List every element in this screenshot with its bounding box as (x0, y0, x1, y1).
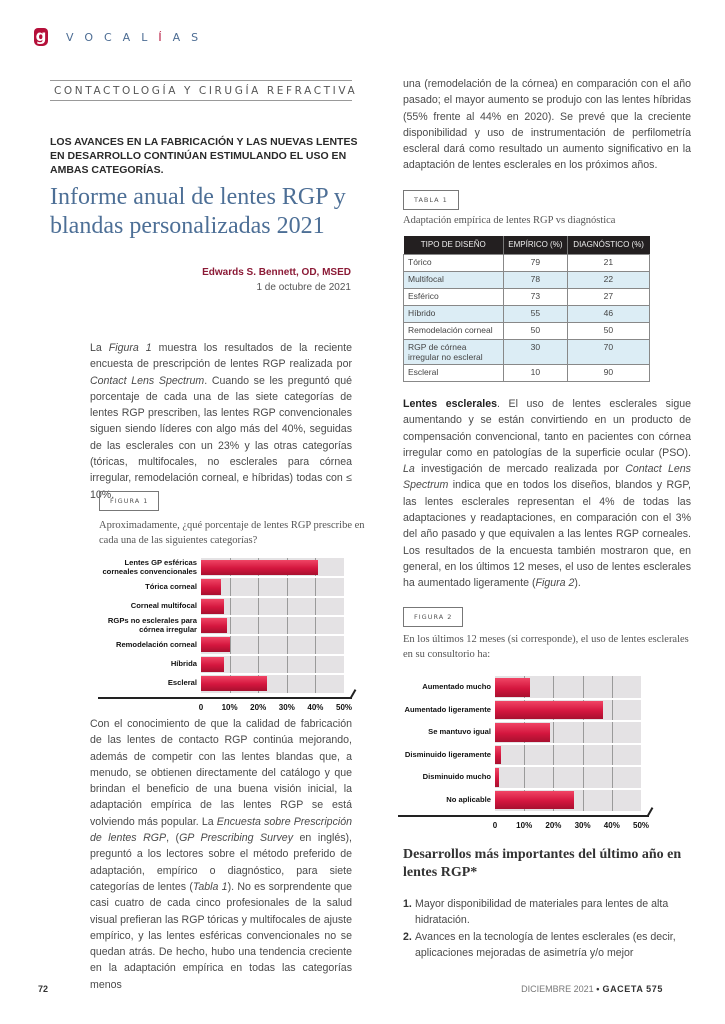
bar-label: Disminuido mucho (422, 772, 491, 781)
table-cell: Híbrido (404, 305, 504, 322)
intro-paragraph: La Figura 1 muestra los resultados de la reciente encuesta de prescripción de lentes RGP realizada por Contact Lens Spectrum. Cuando se les preguntó qué porcentaje de cada una de las siete categorías de lentes RGP prescriben, las lentes RGP convencionales siguen siendo líderes con algo más del 40%, seguidas de las esclerales con un 23% y las otras categorías (tóricas, multifocales, no esclerales para córnea irregular, remodelación corneal, e híbridas) todas con ≤ 10%. (90, 342, 352, 501)
x-tick-label: 0 (198, 703, 204, 713)
bar (495, 746, 501, 765)
table-cell: 55 (504, 305, 568, 322)
table-cell: Esférico (404, 288, 504, 305)
table-cell: 70 (567, 339, 649, 364)
table-row (404, 254, 650, 271)
section-name: VOCALÍAS (66, 30, 210, 44)
bar (495, 768, 499, 787)
sidebar-heading: Desarrollos más importantes del último año en lentes RGP* (403, 847, 682, 880)
table-cell: RGP de córnea irregular no escleral (404, 339, 504, 364)
bar-label: Disminuido ligeramente (404, 749, 491, 759)
article-date: 1 de octubre de 2021 (256, 282, 351, 293)
x-tick-label: 10% (221, 703, 238, 713)
table-cell: 22 (567, 271, 649, 288)
table-cell: Escleral (404, 364, 504, 381)
empirical-fitting-paragraph: Con el conocimiento de que la calidad de fabricación de las lentes de contacto RGP continúa mejorando, además de competir con las lentes blandas que, a menudo, se obtienen directamente del catálogo y que brindan el beneficio de una buena visión inicial, la adaptación empírica de las lentes RGP se está volviendo más popular. La Encuesta sobre Prescripción de lentes RGP, (GP Prescribing Survey en inglés), preguntó a los lectores sobre el método preferido de adaptación, empírico o diagnóstico, para siete categorías de lentes (Tabla 1). No es sorprendente que casi cuatro de cada cinco profesionales de la salud visual prefieran las RGP tóricas y multifocales de ajuste empírico, y las lentes esféricas convencionales no se quedan atrás. De hecho, hubo una tendencia creciente en la adaptación empírica en todas las categorías menos (90, 718, 352, 991)
bar-label: Lentes GP esféricas corneales convencionales (102, 558, 197, 576)
bar (201, 618, 227, 633)
figure-2-caption: En los últimos 12 meses (si corresponde), el uso de lentes esclerales en su consultorio ha: (403, 634, 689, 660)
table-header-cell: TIPO DE DISEÑO (404, 236, 504, 254)
section-header (34, 28, 209, 46)
table-cell: 79 (504, 254, 568, 271)
table-cell: 73 (504, 288, 568, 305)
x-tick-label: 20% (250, 703, 267, 713)
x-tick-label: 50% (335, 703, 353, 713)
bar (495, 701, 603, 720)
bar-label: Aumentado ligeramente (404, 704, 491, 714)
x-tick-label: 20% (545, 821, 562, 830)
bar (201, 560, 318, 575)
bar-label: Escleral (167, 678, 197, 688)
table-header-cell: EMPÍRICO (%) (504, 236, 568, 254)
continuation-paragraph: una (remodelación de la córnea) en comparación con el año pasado; el mayor aumento se produjo con las lentes híbridas (55% frente al 44% en 2020). Se prevé que la creciente disponibilidad y uso de instrumentación de perfilometría escleral dará como resultado un aumento significativo en la adaptación de lentes esclerales en los próximos años. (403, 78, 691, 172)
article-kicker: LOS AVANCES EN LA FABRICACIÓN Y LAS NUEVAS LENTES EN DESARROLLO CONTINÚAN ESTIMULANDO EL USO EN AMBAS CATEGORÍAS. (50, 136, 358, 176)
table-cell: 78 (504, 271, 568, 288)
article-title: Informe anual de lentes RGP y blandas personalizadas 2021 (50, 184, 346, 239)
sidebar-list (403, 896, 693, 961)
table-row (404, 305, 650, 322)
table-cell: 90 (567, 364, 649, 381)
bar-label: Se mantuvo igual (428, 727, 491, 736)
table-cell: Remodelación corneal (404, 322, 504, 339)
bar (495, 678, 530, 697)
x-tick-label: 40% (307, 703, 324, 713)
figure-1-tag: FIGURA 1 (99, 491, 159, 511)
bar-label: Tórica corneal (145, 581, 197, 591)
x-tick-label: 50% (632, 821, 650, 830)
list-item: 2. Avances en la tecnología de lentes esclerales (es decir, aplicaciones mejoradas de asimetría y/o mejor (403, 930, 676, 959)
table-1 (403, 236, 650, 382)
table-cell: 27 (567, 288, 649, 305)
bar (201, 657, 224, 672)
table-row (404, 322, 650, 339)
list-item: 1. Mayor disponibilidad de materiales para lentes de alta hidratación. (403, 898, 669, 927)
plot-area (201, 558, 344, 693)
scleral-lenses-paragraph: Lentes esclerales. El uso de lentes esclerales sigue aumentando y se están convirtiendo en un producto de compensación convencional, tanto en pacientes con córnea irregular como en patologías de la superficie ocular (PSO). La investigación de mercado realizada por Contact Lens Spectrum indica que en todos los diseños, blandos y RGP, las lentes esclerales representan el 4% de todas las adaptaciones y readaptaciones, en comparación con el 3% del año pasado y que equivalen a las lentes RGP corneales. Los resultados de la encuesta también mostraron que, en general, en los últimos 12 meses, el uso de lentes esclerales ha aumentado ligeramente (Figura 2). (403, 398, 691, 590)
table-cell: Multifocal (404, 271, 504, 288)
table-cell: 50 (504, 322, 568, 339)
table-header-cell: DIAGNÓSTICO (%) (567, 236, 649, 254)
bar-label: Corneal multifocal (130, 600, 197, 610)
issue-info: DICIEMBRE 2021 • GACETA 575 (521, 984, 663, 994)
table-cell: 10 (504, 364, 568, 381)
bar (495, 791, 574, 810)
article-author: Edwards S. Bennett, OD, MSED (202, 267, 351, 278)
subsection-title: CONTACTOLOGÍA Y CIRUGÍA REFRACTIVA (50, 80, 352, 101)
bar-label: Remodelación corneal (115, 639, 197, 649)
x-tick-label: 30% (574, 821, 591, 830)
table-cell: 21 (567, 254, 649, 271)
bar-label: Aumentado mucho (422, 682, 491, 691)
magazine-logo: g (35, 27, 47, 45)
x-tick-label: 40% (603, 821, 620, 830)
x-tick-label: 30% (278, 703, 295, 713)
table-cell: Tórico (404, 254, 504, 271)
bar-label: RGPs no esclerales para córnea irregular (107, 616, 197, 634)
table-cell: 50 (567, 322, 649, 339)
table-1-caption: Adaptación empírica de lentes RGP vs diagnóstica (403, 215, 616, 226)
bar-label: Híbrida (170, 658, 197, 668)
table-1-tag: TABLA 1 (403, 190, 459, 210)
x-axis (398, 815, 649, 817)
table-cell: 46 (567, 305, 649, 322)
bar-label: No aplicable (446, 794, 491, 804)
figure-1-bar-chart (98, 558, 368, 718)
table-row (404, 288, 650, 305)
table-row (404, 271, 650, 288)
figure-1-caption: Aproximadamente, ¿qué porcentaje de lentes RGP prescribe en cada una de las siguientes categorías? (99, 520, 365, 546)
figure-2-tag: FIGURA 2 (403, 607, 463, 627)
figure-2-bar-chart (398, 676, 666, 836)
bar (495, 723, 550, 742)
plot-area (495, 676, 641, 811)
page-number: 72 (38, 984, 49, 994)
table-row (404, 339, 650, 364)
table-cell: 30 (504, 339, 568, 364)
x-axis (98, 697, 352, 699)
bar (201, 676, 267, 691)
table-row (404, 364, 650, 381)
x-tick-label: 10% (516, 821, 533, 830)
bar (201, 579, 221, 594)
bar (201, 599, 224, 614)
x-tick-label: 0 (492, 821, 498, 830)
bar (201, 637, 230, 652)
